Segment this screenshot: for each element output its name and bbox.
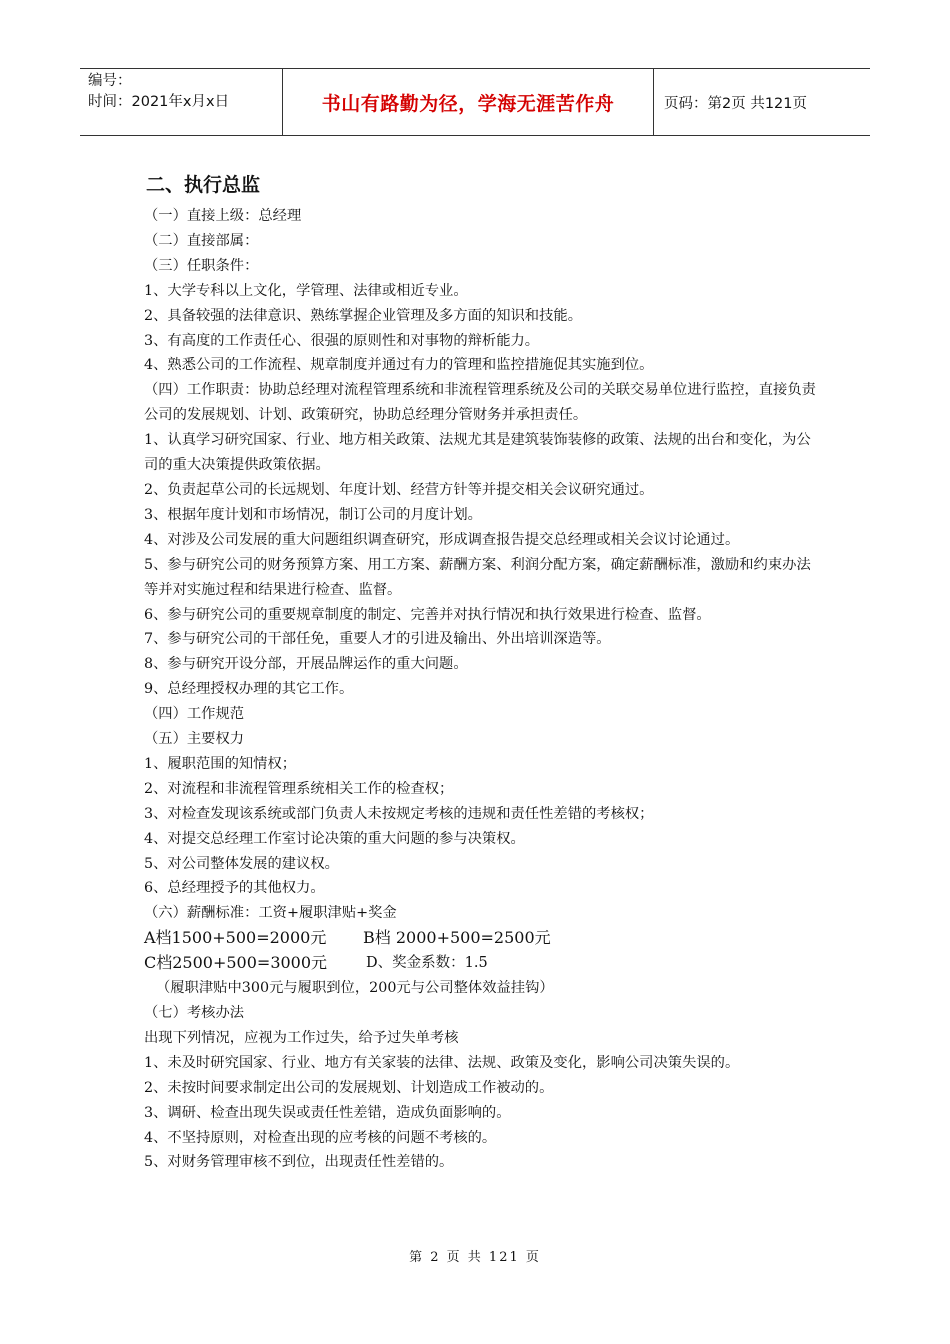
paragraph: （七）考核办法 — [144, 1005, 245, 1021]
salary-bonus-factor: D、奖金系数：1.5 — [366, 955, 488, 972]
page-header — [80, 68, 870, 136]
paragraph: 1、未及时研究国家、行业、地方有关家装的法律、法规、政策及变化，影响公司决策失误的。 — [144, 1054, 740, 1071]
paragraph: （四）工作规范 — [144, 706, 245, 723]
paragraph: （一）直接上级：总经理 — [144, 208, 302, 224]
paragraph: （五）主要权力 — [144, 731, 245, 748]
salary-grade-a: A档1500+500=2000元 — [144, 928, 327, 948]
section-title: 二、执行总监 — [146, 174, 261, 196]
paragraph: 6、参与研究公司的重要规章制度的制定、完善并对执行情况和执行效果进行检查、监督。 — [144, 606, 711, 623]
header-page-label: 页码：第2页 共121页 — [664, 95, 808, 112]
header-meta — [80, 69, 282, 135]
paragraph: （四）工作职责：协助总经理对流程管理系统和非流程管理系统及公司的关联交易单位进行监控，直接负责公司的发展规划、计划、政策研究，协助总经理分管财务并承担责任。 — [144, 382, 816, 424]
salary-grade-c: C档2500+500=3000元 — [144, 953, 328, 973]
paragraph: 8、参与研究开设分部，开展品牌运作的重大问题。 — [144, 656, 468, 673]
paragraph: 3、有高度的工作责任心、很强的原则性和对事物的辩析能力。 — [144, 332, 540, 349]
salary-row-2 — [144, 951, 820, 976]
doc-number-label: 编号： — [88, 73, 132, 89]
paragraph: 3、调研、检查出现失误或责任性差错，造成负面影响的。 — [144, 1104, 511, 1121]
paragraph: （二）直接部属： — [144, 232, 259, 249]
paragraph: 2、负责起草公司的长远规划、年度计划、经营方针等并提交相关会议研究通过。 — [144, 481, 654, 498]
paragraph: 5、参与研究公司的财务预算方案、用工方案、薪酬方案、利润分配方案，确定薪酬标准，激励和约束办法等并对实施过程和结果进行检查、监督。 — [144, 556, 811, 598]
paragraph: 4、不坚持原则，对检查出现的应考核的问题不考核的。 — [144, 1129, 497, 1146]
document-body — [144, 172, 820, 1175]
paragraph: 出现下列情况，应视为工作过失，给予过失单考核 — [144, 1029, 459, 1046]
paragraph: 2、对流程和非流程管理系统相关工作的检查权； — [144, 780, 454, 797]
header-motto: 书山有路勤为径，学海无涯苦作舟 — [282, 69, 654, 135]
paragraph: 7、参与研究公司的干部任免，重要人才的引进及输出、外出培训深造等。 — [144, 631, 611, 648]
paragraph: 4、熟悉公司的工作流程、规章制度并通过有力的管理和监控措施促其实施到位。 — [144, 357, 654, 374]
page-footer: 第 2 页 共 121 页 — [409, 1250, 541, 1265]
paragraph: 9、总经理授权办理的其它工作。 — [144, 681, 354, 698]
salary-grade-b: B档 2000+500=2500元 — [363, 928, 551, 948]
paragraph: 3、根据年度计划和市场情况，制订公司的月度计划。 — [144, 506, 482, 523]
paragraph: 1、大学专科以上文化，学管理、法律或相近专业。 — [144, 282, 468, 299]
paragraph: 3、对检查发现该系统或部门负责人未按规定考核的违规和责任性差错的考核权； — [144, 805, 654, 822]
doc-date-label: 时间：2021年x月x日 — [88, 94, 230, 110]
salary-note: （履职津贴中300元与履职到位，200元与公司整体效益挂钩） — [156, 980, 554, 997]
paragraph: 5、对公司整体发展的建议权。 — [144, 855, 339, 872]
paragraph: 2、具备较强的法律意识、熟练掌握企业管理及多方面的知识和技能。 — [144, 307, 582, 324]
paragraph: 1、履职范围的知情权； — [144, 755, 297, 772]
paragraph: （六）薪酬标准：工资+履职津贴+奖金 — [144, 905, 397, 922]
paragraph: 4、对提交总经理工作室讨论决策的重大问题的参与决策权。 — [144, 830, 525, 847]
paragraph: 5、对财务管理审核不到位，出现责任性差错的。 — [144, 1154, 454, 1171]
salary-row-1 — [144, 926, 820, 951]
paragraph: 6、总经理授予的其他权力。 — [144, 880, 325, 897]
paragraph: 1、认真学习研究国家、行业、地方相关政策、法规尤其是建筑装饰装修的政策、法规的出台和变化，为公司的重大决策提供政策依据。 — [144, 432, 811, 474]
paragraph: 2、未按时间要求制定出公司的发展规划、计划造成工作被动的。 — [144, 1079, 554, 1096]
paragraph: 4、对涉及公司发展的重大问题组织调查研究，形成调查报告提交总经理或相关会议讨论通过。 — [144, 531, 740, 548]
paragraph: （三）任职条件： — [144, 257, 259, 274]
